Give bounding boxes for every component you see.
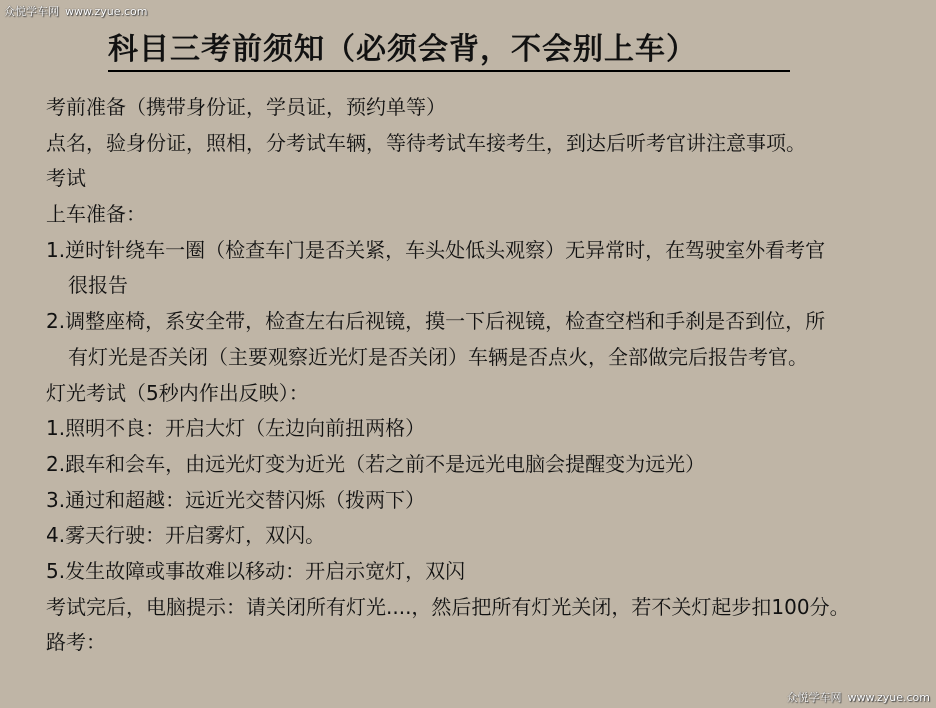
line-lights-3: 3.通过和超越：远近光交替闪烁（拨两下） [46, 487, 426, 512]
watermark-bottom [787, 689, 931, 705]
line-road-test: 路考： [46, 630, 106, 655]
watermark-bottom-url: www.zyue.com [847, 691, 930, 704]
line-boarding-step-2: 2.调整座椅，系安全带，检查左右后视镜，摸一下后视镜，检查空档和手刹是否到位，所 [46, 309, 826, 334]
line-lights-heading: 灯光考试（5秒内作出反映）： [46, 380, 309, 405]
line-boarding-heading: 上车准备： [46, 202, 146, 227]
line-lights-1: 1.照明不良：开启大灯（左边向前扭两格） [46, 416, 426, 441]
line-rollcall: 点名，验身份证，照相，分考试车辆，等待考试车接考生，到达后听考官讲注意事项。 [46, 130, 806, 155]
document-body [46, 90, 926, 661]
watermark-top [4, 3, 148, 19]
line-lights-2: 2.跟车和会车，由远光灯变为近光（若之前不是远光电脑会提醒变为远光） [46, 451, 706, 476]
watermark-top-site: 众悦学车网 [4, 5, 59, 18]
line-after-exam: 考试完后，电脑提示：请关闭所有灯光....，然后把所有灯光关闭，若不关灯起步扣100分。 [46, 594, 850, 619]
line-boarding-step-1-cont: 很报告 [68, 273, 128, 298]
line-lights-4: 4.雾天行驶：开启雾灯，双闪。 [46, 523, 326, 548]
line-lights-5: 5.发生故障或事故难以移动：开启示宽灯，双闪 [46, 558, 466, 583]
watermark-top-url: www.zyue.com [65, 5, 148, 18]
line-exam-heading: 考试 [46, 166, 86, 191]
document-title: 科目三考前须知（必须会背，不会别上车） [108, 32, 790, 72]
watermark-bottom-site: 众悦学车网 [786, 691, 842, 704]
line-boarding-step-2-cont: 有灯光是否关闭（主要观察近光灯是否关闭）车辆是否点火，全部做完后报告考官。 [68, 344, 808, 369]
line-boarding-step-1: 1.逆时针绕车一圈（检查车门是否关紧，车头处低头观察）无异常时，在驾驶室外看考官 [46, 237, 826, 262]
line-prep: 考前准备（携带身份证，学员证，预约单等） [46, 95, 446, 119]
